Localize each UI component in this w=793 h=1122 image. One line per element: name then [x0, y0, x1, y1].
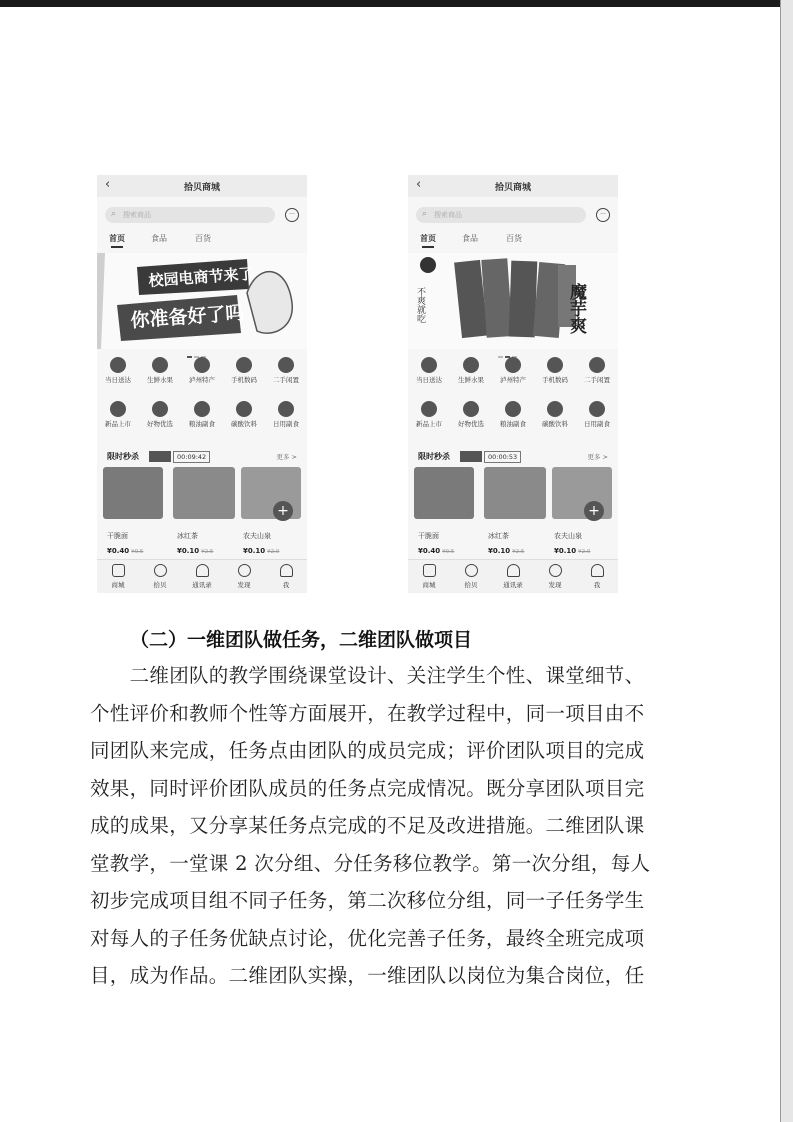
category-item[interactable]: [97, 399, 139, 439]
product-image-noodles[interactable]: [414, 467, 474, 519]
category-icon: [110, 357, 126, 373]
product-price: [107, 547, 143, 555]
category-label: 二手闲置: [584, 376, 610, 384]
category-label: 泸州特产: [189, 376, 215, 384]
category-item[interactable]: [450, 355, 492, 395]
tab-goods[interactable]: 百货: [195, 234, 211, 243]
chat-icon: [154, 564, 167, 577]
category-item[interactable]: [408, 355, 450, 395]
category-item[interactable]: [223, 399, 265, 439]
bottom-nav: [97, 559, 307, 593]
category-label: 新品上市: [416, 420, 442, 428]
nav-label: 拾贝: [464, 581, 478, 589]
app-header: [97, 175, 307, 197]
search-placeholder: 搜索商品: [123, 211, 151, 219]
category-icon: [505, 357, 521, 373]
paragraph-line: 个性评价和教师个性等方面展开，在教学过程中，同一项目由不: [90, 701, 645, 725]
category-label: 碳酸饮料: [542, 420, 568, 428]
category-icon: [152, 401, 168, 417]
bottom-nav: [408, 559, 618, 593]
category-label: 好物优选: [458, 420, 484, 428]
banner-text-2: 你准备好了吗: [129, 302, 246, 332]
scan-border-right: [781, 0, 793, 1122]
category-label: 碳酸饮料: [231, 420, 257, 428]
nav-shibei[interactable]: [139, 564, 181, 589]
paragraph-line: 堂教学，一堂课 2 次分组、分任务移位教学。第一次分组，每人: [90, 851, 651, 875]
paragraph-line: 初步完成项目组不同子任务，第二次移位分组，同一子任务学生: [90, 889, 645, 912]
category-label: 手机数码: [542, 376, 568, 384]
countdown-timer: 00:00:53: [484, 451, 521, 463]
category-item[interactable]: [223, 355, 265, 395]
paragraph-line: 目，成为作品。二维团队实操，一维团队以岗位为集合岗位，任: [90, 964, 645, 987]
carousel-dots: [187, 343, 217, 346]
category-item[interactable]: [576, 355, 618, 395]
message-icon[interactable]: ···: [596, 208, 610, 222]
product-price: [177, 547, 213, 555]
contacts-icon: [196, 564, 209, 577]
category-label: 粮油副食: [189, 420, 215, 428]
nav-discover[interactable]: [223, 564, 265, 589]
category-item[interactable]: [181, 355, 223, 395]
product-name: 干脆面: [418, 532, 439, 540]
countdown-timer: 00:09:42: [173, 451, 210, 463]
category-item[interactable]: [181, 399, 223, 439]
category-item[interactable]: [139, 355, 181, 395]
flash-sale-tag: [460, 451, 482, 462]
scan-border-top: [0, 0, 793, 7]
nav-shibei[interactable]: [450, 564, 492, 589]
original-price: ¥0.5: [442, 549, 455, 555]
tab-food[interactable]: 食品: [462, 234, 478, 243]
nav-contacts[interactable]: [181, 564, 223, 589]
nav-mall[interactable]: [408, 564, 450, 589]
banner[interactable]: [408, 253, 618, 349]
app-header: [408, 175, 618, 197]
nav-label: 发现: [548, 581, 562, 589]
banner-graphic: [408, 253, 618, 349]
paragraph-line: 效果，同时评价团队成员的任务点完成情况。既分享团队项目完: [90, 776, 645, 800]
chat-icon: [465, 564, 478, 577]
message-icon[interactable]: ···: [285, 208, 299, 222]
original-price: ¥0.5: [131, 549, 144, 555]
nav-label: 通讯录: [503, 581, 523, 589]
price-value: ¥0.10: [243, 547, 266, 555]
app-title: 拾贝商城: [183, 183, 220, 193]
user-icon: [591, 564, 604, 577]
flash-sale-tag: [149, 451, 171, 462]
more-link[interactable]: 更多 >: [276, 453, 297, 461]
banner-text-1: 魔芋爽: [566, 283, 586, 334]
category-icon: [278, 401, 294, 417]
category-item[interactable]: [576, 399, 618, 439]
product-name: 农夫山泉: [243, 532, 271, 540]
category-icon: [463, 401, 479, 417]
category-label: 日用副食: [273, 420, 299, 428]
category-grid: [97, 355, 307, 445]
flash-sale-label: 限时秒杀: [418, 452, 450, 461]
product-price: [418, 547, 454, 555]
product-price: [243, 547, 279, 555]
banner-text-1: 校园电商节来了: [148, 264, 255, 290]
user-icon: [280, 564, 293, 577]
category-item[interactable]: [97, 355, 139, 395]
original-price: ¥2.0: [267, 549, 280, 555]
category-icon: [589, 357, 605, 373]
carousel-dots: [498, 343, 528, 346]
product-name: 冰红茶: [488, 532, 509, 540]
category-icon: [236, 401, 252, 417]
banner-graphic: [97, 253, 307, 349]
flash-sale-header: [97, 449, 307, 465]
product-price: [488, 547, 524, 555]
category-item[interactable]: [534, 399, 576, 439]
price-value: ¥0.10: [177, 547, 200, 555]
nav-label: 发现: [237, 581, 251, 589]
category-label: 生鲜水果: [147, 376, 173, 384]
paragraph-line: 同团队来完成，任务点由团队的成员完成；评价团队项目的完成: [90, 739, 645, 762]
more-link[interactable]: 更多 >: [587, 453, 608, 461]
category-icon: [194, 357, 210, 373]
price-value: ¥0.40: [418, 547, 441, 555]
product-name: 干脆面: [107, 532, 128, 540]
original-price: ¥2.5: [512, 549, 525, 555]
tab-food[interactable]: 食品: [151, 234, 167, 243]
product-name: 农夫山泉: [554, 532, 582, 540]
compass-icon: [238, 564, 251, 577]
category-item[interactable]: [492, 399, 534, 439]
category-label: 新品上市: [105, 420, 131, 428]
nav-me[interactable]: [265, 564, 307, 589]
nav-label: 通讯录: [192, 581, 212, 589]
nav-me[interactable]: [576, 564, 618, 589]
nav-label: 我: [593, 581, 601, 589]
product-images: [408, 467, 618, 527]
category-label: 二手闲置: [273, 376, 299, 384]
section-heading: （二）一维团队做任务，二维团队做项目: [130, 629, 473, 651]
flash-sale-label: 限时秒杀: [107, 452, 139, 461]
category-label: 粮油副食: [500, 420, 526, 428]
nav-discover[interactable]: [534, 564, 576, 589]
search-icon: ⌕: [422, 209, 428, 219]
tab-goods[interactable]: 百货: [506, 234, 522, 243]
category-item[interactable]: [139, 399, 181, 439]
category-icon: [194, 401, 210, 417]
category-label: 当日送达: [416, 376, 442, 384]
price-value: ¥0.10: [488, 547, 511, 555]
price-value: ¥0.40: [107, 547, 130, 555]
category-label: 当日送达: [105, 376, 131, 384]
search-input[interactable]: [105, 207, 275, 223]
section-paragraph: [90, 660, 690, 998]
category-icon: [421, 401, 437, 417]
category-icon: [505, 401, 521, 417]
nav-contacts[interactable]: [492, 564, 534, 589]
paragraph-line: 成的成果，又分享某任务点完成的不足及改进措施。二维团队课: [90, 814, 645, 837]
product-images: [97, 467, 307, 527]
add-icon[interactable]: +: [584, 501, 604, 521]
category-tabs: [420, 233, 600, 249]
category-tabs: [109, 233, 289, 249]
product-image-tea[interactable]: [173, 467, 235, 519]
phone-screenshot-2: [408, 175, 618, 593]
search-icon: ⌕: [111, 209, 117, 219]
category-item[interactable]: [265, 355, 307, 395]
product-image-tea[interactable]: [484, 467, 546, 519]
compass-icon: [549, 564, 562, 577]
back-icon[interactable]: ‹: [416, 177, 422, 192]
shop-icon: [112, 564, 125, 577]
nav-label: 拾贝: [153, 581, 167, 589]
add-icon[interactable]: +: [273, 501, 293, 521]
search-input[interactable]: [416, 207, 586, 223]
category-item[interactable]: [450, 399, 492, 439]
paragraph-line: 对每人的子任务优缺点讨论，优化完善子任务，最终全班完成项: [90, 926, 645, 950]
category-icon: [463, 357, 479, 373]
category-icon: [110, 401, 126, 417]
category-label: 生鲜水果: [458, 376, 484, 384]
phone-screenshot-1: [97, 175, 307, 593]
tab-home[interactable]: 首页: [420, 234, 436, 243]
category-icon: [547, 357, 563, 373]
category-icon: [278, 357, 294, 373]
category-label: 日用副食: [584, 420, 610, 428]
banner-text-2: 不爽就吃: [415, 287, 425, 323]
category-icon: [421, 357, 437, 373]
category-label: 泸州特产: [500, 376, 526, 384]
flash-sale-header: [408, 449, 618, 465]
contacts-icon: [507, 564, 520, 577]
category-icon: [152, 357, 168, 373]
price-value: ¥0.10: [554, 547, 577, 555]
category-item[interactable]: [492, 355, 534, 395]
back-icon[interactable]: ‹: [105, 177, 111, 192]
category-grid: [408, 355, 618, 445]
nav-label: 我: [282, 581, 290, 589]
original-price: ¥2.5: [201, 549, 214, 555]
tab-home[interactable]: 首页: [109, 234, 125, 243]
paragraph-line: 二维团队的教学围绕课堂设计、关注学生个性、课堂细节、: [90, 664, 645, 687]
original-price: ¥2.0: [578, 549, 591, 555]
category-icon: [589, 401, 605, 417]
banner[interactable]: [97, 253, 307, 349]
category-label: 手机数码: [231, 376, 257, 384]
nav-label: 商城: [422, 581, 436, 589]
search-placeholder: 搜索商品: [434, 211, 462, 219]
product-name: 冰红茶: [177, 532, 198, 540]
category-label: 好物优选: [147, 420, 173, 428]
product-price: [554, 547, 590, 555]
app-title: 拾贝商城: [494, 183, 531, 193]
category-icon: [236, 357, 252, 373]
product-image-noodles[interactable]: [103, 467, 163, 519]
nav-label: 商城: [111, 581, 125, 589]
category-item[interactable]: [534, 355, 576, 395]
category-item[interactable]: [408, 399, 450, 439]
category-item[interactable]: [265, 399, 307, 439]
shop-icon: [423, 564, 436, 577]
nav-mall[interactable]: [97, 564, 139, 589]
category-icon: [547, 401, 563, 417]
